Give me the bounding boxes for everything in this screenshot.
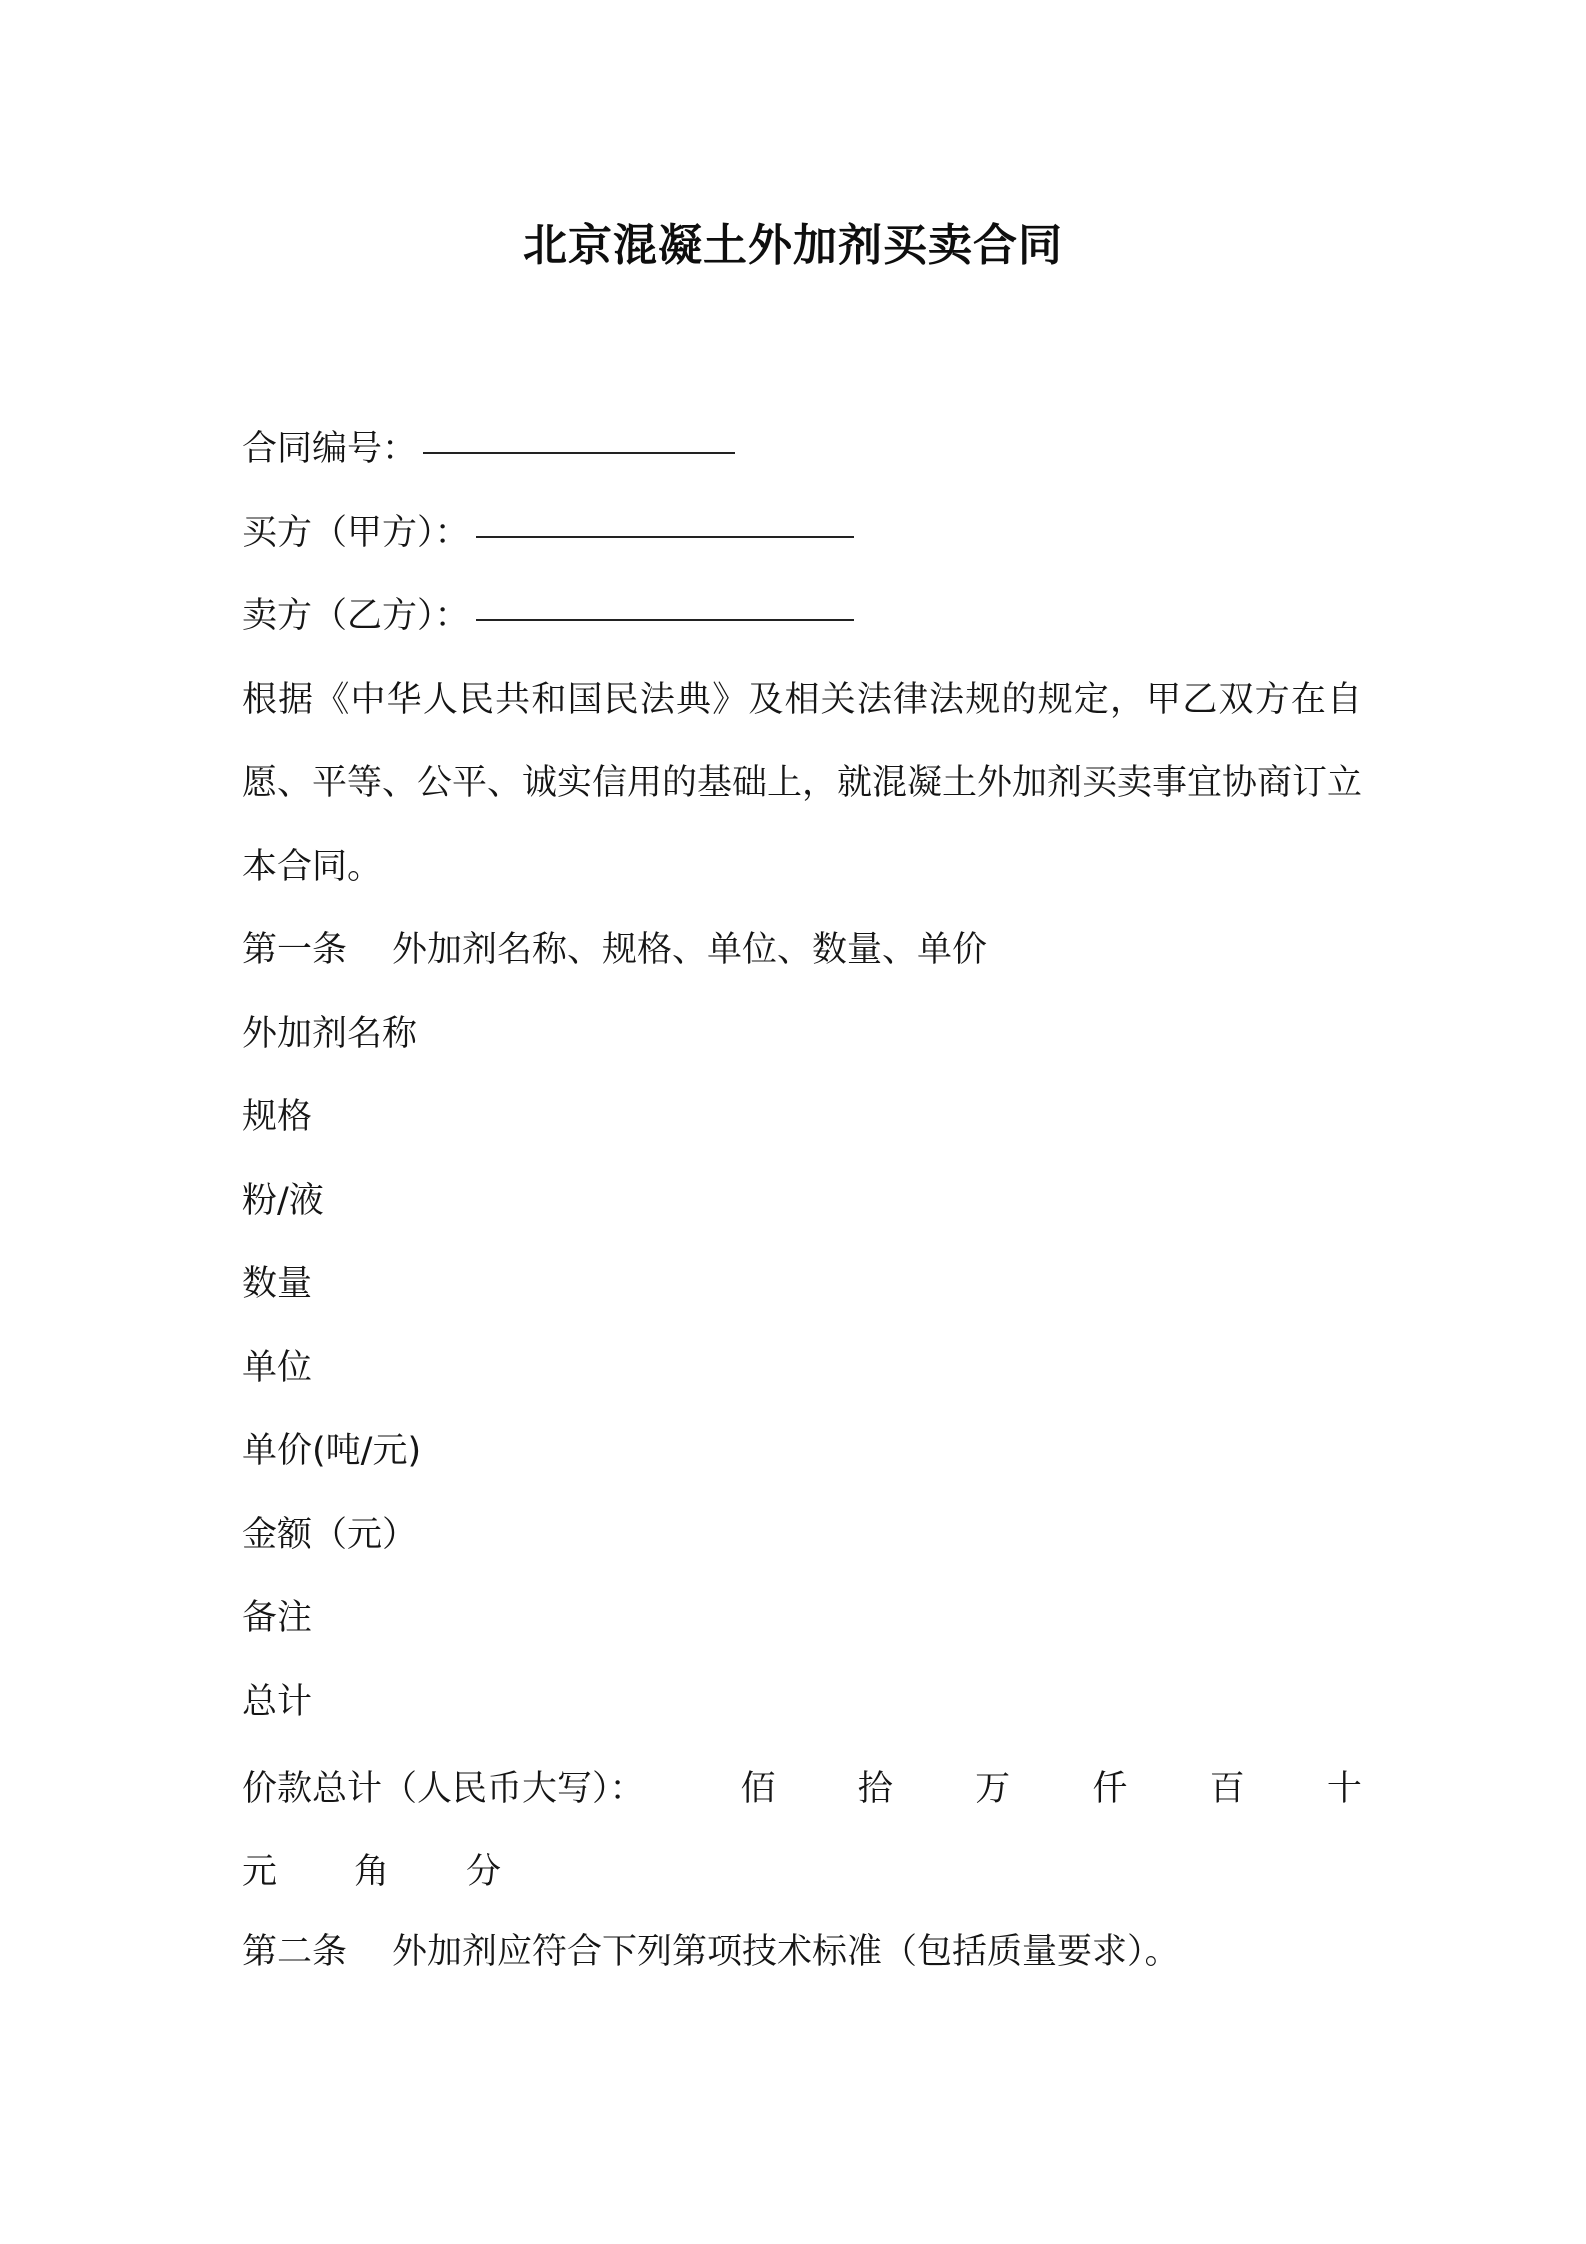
- article-2-heading: [242, 1911, 1362, 1995]
- unit-shi: 十: [1326, 1768, 1362, 1809]
- item-remarks-label: 备注: [242, 1598, 313, 1638]
- article-1-number: 第一条: [242, 930, 348, 970]
- document-body: [242, 408, 1362, 1995]
- item-quantity-label: 数量: [242, 1264, 313, 1304]
- amount-units-row2: [242, 1828, 1362, 1912]
- contract-number-label: 合同编号：: [242, 429, 418, 469]
- amount-in-words-label: 价款总计（人民币大写）：: [242, 1768, 645, 1809]
- unit-fen: 分: [466, 1852, 502, 1893]
- unit-bai-wan: 佰: [740, 1768, 776, 1809]
- amount-in-words-row: [242, 1744, 1362, 1828]
- unit-shi-wan: 拾: [857, 1768, 893, 1809]
- buyer-blank[interactable]: [476, 506, 854, 538]
- seller-label: 卖方（乙方）：: [242, 596, 470, 636]
- item-spec-label: 规格: [242, 1097, 313, 1137]
- item-unit-label: 单位: [242, 1347, 313, 1388]
- article-1-heading: [242, 909, 1362, 993]
- item-unit-price-label: 单价(吨/元): [242, 1431, 422, 1471]
- article-1-title: 外加剂名称、规格、单位、数量、单价: [392, 930, 988, 970]
- item-name-label: 外加剂名称: [242, 1013, 418, 1054]
- buyer-line: [242, 492, 1362, 576]
- unit-qian: 仟: [1092, 1768, 1128, 1809]
- unit-yuan: 元: [242, 1852, 278, 1893]
- seller-line: [242, 575, 1362, 659]
- buyer-label: 买方（甲方）：: [242, 512, 470, 553]
- amount-units-row1: [645, 1761, 1362, 1811]
- unit-jiao: 角: [354, 1852, 390, 1893]
- item-form-label: 粉/液: [242, 1180, 324, 1221]
- item-total-label: 总计: [242, 1681, 313, 1722]
- contract-number-blank[interactable]: [423, 422, 735, 454]
- unit-bai: 百: [1209, 1768, 1245, 1809]
- item-amount-label: 金额（元）: [242, 1514, 418, 1555]
- preamble-paragraph: 根据《中华人民共和国民法典》及相关法律法规的规定，甲乙双方在自愿、平等、公平、诚实信用的基础上，就混凝土外加剂买卖事宜协商订立本合同。: [242, 679, 1363, 887]
- contract-number-line: [242, 408, 1362, 492]
- article-2-number: 第二条: [242, 1932, 348, 1972]
- seller-blank[interactable]: [476, 589, 854, 621]
- document-title: 北京混凝土外加剂买卖合同: [523, 220, 1063, 271]
- unit-wan: 万: [975, 1768, 1011, 1809]
- article-2-title: 外加剂应符合下列第项技术标准（包括质量要求）。: [392, 1932, 1180, 1972]
